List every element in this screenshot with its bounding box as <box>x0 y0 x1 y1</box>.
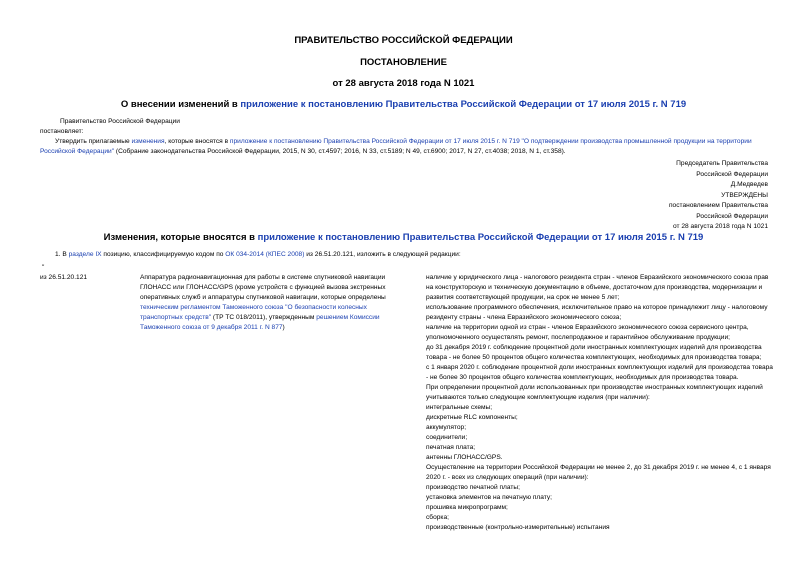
requirement-item: наличие у юридического лица - налогового резидента стран - членов Евразийского экономического союза прав на конструкторскую и техническую документацию в объеме, достаточном для производства, модернизации и развития соответствующей продукции, на срок не менее 5 лет; <box>426 274 769 301</box>
item-1-paragraph <box>40 250 768 260</box>
signature-line: Председатель Правительства <box>676 160 768 167</box>
requirement-item: дискретные RLC компоненты; <box>426 414 518 421</box>
desc-text-b: (ТР ТС 018/2011), утвержденным <box>211 314 317 321</box>
p1-text-a: 1. В <box>55 251 69 258</box>
requirement-item: сборка; <box>426 514 449 521</box>
requirement-item: интегральные схемы; <box>426 404 493 411</box>
requirement-item: установка элементов на печатную плату; <box>426 494 553 501</box>
intro-text-c: (Собрание законодательства Российской Федерации, 2015, N 30, ст.4597; 2016, N 33, ст.5189; N 49, ст.6900; 2017, N 27, ст.4038; 2018, N 1, ст.358). <box>114 148 566 155</box>
signature-line: Российской Федерации <box>696 170 768 178</box>
requirement-item: производство печатной платы; <box>426 484 521 491</box>
document-title <box>0 99 807 110</box>
table-cell-description <box>140 273 410 333</box>
signature-block <box>600 159 768 233</box>
intro-text-a: Утвердить прилагаемые <box>55 138 132 145</box>
document-title-prefix: О внесении изменений в <box>120 99 241 110</box>
intro-text-b: , которые вносятся в <box>164 138 230 145</box>
table-cell-requirements <box>426 273 776 533</box>
changes-title-link[interactable]: приложение к постановлению Правительства Российской Федерации от 17 июля 2015 г. N 719 <box>257 232 704 243</box>
desc-text-c: ) <box>282 324 285 331</box>
intro-paragraph <box>40 137 768 157</box>
document-title-link[interactable]: приложение к постановлению Правительства Российской Федерации от 17 июля 2015 г. N 719 <box>240 99 687 110</box>
signature-line: Д.Медведев <box>730 181 768 188</box>
p1-text-b: позицию, классифицируемую кодом по <box>101 251 226 258</box>
requirement-item: соединители; <box>426 434 468 441</box>
changes-title <box>0 232 807 243</box>
government-title: ПРАВИТЕЛЬСТВО РОССИЙСКОЙ ФЕДЕРАЦИИ <box>294 35 513 46</box>
decrees-word: постановляет: <box>40 128 84 135</box>
section-ix-link[interactable]: разделе IX <box>68 251 102 258</box>
signature-line: УТВЕРЖДЕНЫ <box>721 191 768 199</box>
issuer: Правительство Российской Федерации <box>60 118 180 125</box>
requirement-item: антенны ГЛОНАСС/GPS. <box>426 454 503 461</box>
changes-title-prefix: Изменения, которые вносятся в <box>103 232 258 243</box>
requirement-item: производственные (контрольно-измерительные) испытания <box>426 524 610 531</box>
tech-regulation-link[interactable]: техническим регламентом Таможенного союза "О безопасности колесных транспортных средств" <box>140 304 367 321</box>
opening-quote: " <box>42 264 45 271</box>
appendix-link[interactable]: приложение к постановлению Правительства Российской Федерации от 17 июля 2015 г. N 719 "О подтверждении производства промышленной продукции на территории Российской Федерации" <box>40 138 752 155</box>
document-date: от 28 августа 2018 года N 1021 <box>332 78 475 89</box>
ok-classifier-link[interactable]: ОК 034-2014 (КПЕС 2008) <box>225 251 305 258</box>
requirement-item: Осуществление на территории Российской Федерации не менее 2, до 31 декабря 2019 г. не менее 4, с 1 января 2020 г. - всех из следующих операций (при наличии): <box>426 464 771 481</box>
commission-decision-link[interactable]: решением Комиссии Таможенного союза от 9 декабря 2011 г. N 877 <box>140 314 380 331</box>
document-type: ПОСТАНОВЛЕНИЕ <box>360 57 447 68</box>
requirement-item: При определении процентной доли использованных при производстве иностранных комплектующих изделий учитываются только следующие комплектующие изделия (при наличии): <box>426 384 763 401</box>
requirement-item: использование программного обеспечения, исключительное право на которое принадлежит лицу - налоговому резиденту страны - члена Евразийского экономического союза; <box>426 304 768 321</box>
requirement-item: печатная плата; <box>426 444 476 451</box>
requirement-item: с 1 января 2020 г. соблюдение процентной доли иностранных комплектующих изделий для производства товара - не более 30 процентов общего количества комплектующих, необходимых для производства товара. <box>426 364 773 381</box>
signature-line: Российской Федерации <box>696 212 768 220</box>
desc-text-a: Аппаратура радионавигационная для работы в системе спутниковой навигации ГЛОНАСС или ГЛОНАСС/GPS (кроме устройств с функцией вызова экстренных оперативных служб и аппаратуры спутниковой навигации, которые определены <box>140 274 386 301</box>
requirement-item: наличие на территории одной из стран - членов Евразийского экономического союза сервисного центра, уполномоченного осуществлять ремонт, послепродажное и гарантийное обслуживание продукции; <box>426 324 749 341</box>
signature-line: от 28 августа 2018 года N 1021 <box>673 223 768 230</box>
signature-line: постановлением Правительства <box>668 202 768 209</box>
p1-text-c: из 26.51.20.121, изложить в следующей редакции: <box>304 251 461 258</box>
changes-link[interactable]: изменения <box>131 138 165 145</box>
requirement-item: до 31 декабря 2019 г. соблюдение процентной доли иностранных комплектующих изделий для производства товара - не более 50 процентов общего количества комплектующих, необходимых для производства товара; <box>426 344 762 361</box>
requirement-item: прошивка микропрограмм; <box>426 504 508 511</box>
table-cell-code: из 26.51.20.121 <box>40 274 88 281</box>
requirement-item: аккумулятор; <box>426 424 467 431</box>
